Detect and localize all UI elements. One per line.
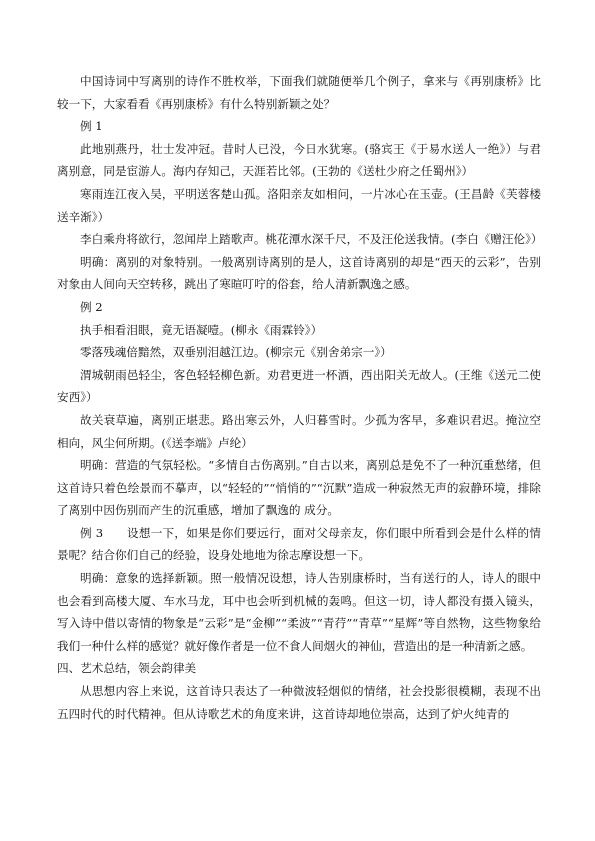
analysis-paragraph: 明确：意象的选择新颖。照一般情况设想，诗人告别康桥时，当有送行的人，诗人的眼中也会看到高楼大厦、车水马龙，耳中也会听到机械的轰鸣。但这一切，诗人都没有摄入镜头，写入诗中借以寄情的物象是“云彩”是“金柳”“柔波”“青荇”“青草”“星辉”等自然物，这些物象给我们一种什么样的感觉？就好像作者是一位不食人间烟火的神仙，营造出的是一种清新之感。 [57, 571, 541, 653]
document-body [57, 70, 541, 725]
analysis-paragraph: 明确：离别的对象特别。一般离别诗离别的是人，这首诗离别的却是“西天的云彩”，告别对象由人间向天空转移，跳出了寒暄叮咛的俗套，给人清新飘逸之感。 [57, 254, 541, 292]
poem-quote: 零落残魂倍黯然，双垂别泪越江边。(柳宗元《别舍弟宗一》） [80, 345, 392, 360]
example-2-heading: 例 2 [80, 299, 103, 314]
poem-quote: 故关衰草遍，离别正堪悲。路出寒云外，人归暮雪时。少孤为客早，多难识君迟。掩泣空相向，风尘何所期。(《送李端》卢纶） [57, 412, 541, 450]
example-3-paragraph: 例 3 设想一下，如果是你们要远行，面对父母亲友，你们眼中所看到会是什么样的情景呢？结合你们自己的经验，设身处地地为徐志摩设想一下。 [57, 525, 541, 563]
section-heading: 四、艺术总结，领会韵律美 [57, 661, 197, 676]
poem-quote: 渭城朝雨邑轻尘，客色轻轻柳色新。劝君更进一杯酒，西出阳关无故人。(王维《送元二使安西》） [57, 367, 541, 405]
summary-paragraph: 从思想内容上来说，这首诗只表达了一种微波轻烟似的情绪，社会投影很模糊，表现不出五四时代的时代精神。但从诗歌艺术的角度来讲，这首诗却地位崇高，达到了炉火纯青的 [57, 684, 541, 721]
poem-quote: 执手相看泪眼，竟无语凝噎。(柳永《雨霖铃》） [80, 322, 323, 337]
poem-quote: 寒雨连江夜入吴，平明送客楚山孤。洛阳亲友如相问，一片冰心在玉壶。(王昌龄《芙蓉楼送辛渐》） [57, 186, 541, 224]
example-1-heading: 例 1 [80, 119, 103, 134]
analysis-paragraph: 明确：营造的气氛轻松。“多情自古伤离别。”自古以来，离别总是免不了一种沉重愁绪，但这首诗只着色绘景而不摹声，以“轻轻的”“悄悄的”“沉默”造成一种寂然无声的寂静环境，排除了离别中因伤别而产生的沉重感，增加了飘逸的 成分。 [57, 458, 541, 518]
poem-quote: 李白乘舟将欲行，忽闻岸上踏歌声。桃花潭水深千尺，不及汪伦送我情。(李白《赠汪伦》） [80, 232, 543, 247]
poem-quote: 此地别燕丹，壮士发冲冠。昔时人已没，今日水犹寒。(骆宾王《于易水送人一绝》）与君离别意，同是宦游人。海内存知己，天涯若比邻。(王勃的《送杜少府之任蜀州》） [57, 141, 541, 179]
intro-paragraph: 中国诗词中写离别的诗作不胜枚举，下面我们就随便举几个例子，拿来与《再别康桥》比较一下，大家看看《再别康桥》有什么特别新颖之处？ [57, 74, 541, 111]
